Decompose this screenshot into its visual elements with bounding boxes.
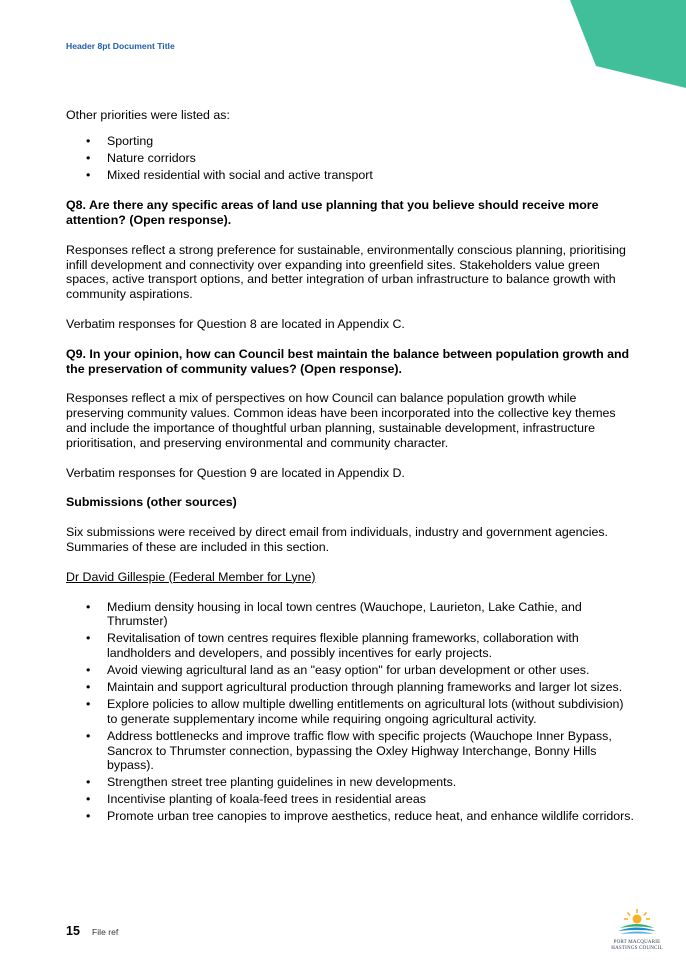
list-item: • Explore policies to allow multiple dwelling entitlements on agricultural lots (without subdivision) to generate supplementary income while requiring ongoing agricultural activity. [86, 697, 624, 726]
bullet-icon: • [86, 728, 91, 743]
document-body [66, 108, 636, 826]
bullet-icon: • [86, 792, 91, 807]
bullet-icon: • [86, 697, 91, 712]
intro-text: Other priorities were listed as: [66, 108, 230, 122]
list-item: • Incentivise planting of koala-feed trees in residential areas [86, 792, 426, 807]
priorities-list [66, 134, 636, 183]
q9-verbatim: Verbatim responses for Question 9 are located in Appendix D. [66, 465, 405, 480]
submissions-text: Six submissions were received by direct email from individuals, industry and government agencies. Summaries of these are included in this section. [66, 525, 608, 554]
bullet-icon: • [86, 663, 91, 678]
submissions-heading: Submissions (other sources) [66, 495, 237, 510]
header-accent-shape [566, 0, 686, 92]
list-item: • Medium density housing in local town centres (Wauchope, Laurieton, Lake Cathie, and Thrumster) [86, 599, 582, 629]
file-ref: File ref [92, 927, 119, 937]
bullet-icon: • [86, 631, 91, 646]
bullet-icon: • [86, 680, 91, 695]
page-number: 15 [66, 924, 80, 938]
submission-author-heading: Dr David Gillespie (Federal Member for Lyne) [66, 569, 316, 584]
list-item: • Revitalisation of town centres requires flexible planning frameworks, collaboration with landholders and developers, and possibly incentives for early projects. [86, 631, 579, 661]
bullet-icon: • [86, 151, 91, 166]
bullet-icon: • [86, 809, 91, 824]
q8-question: Q8. Are there any specific areas of land use planning that you believe should receive more attention? (Open response). [66, 198, 599, 227]
list-item: • Sporting [86, 133, 154, 148]
q9-response: Responses reflect a mix of perspectives on how Council can balance population growth while preserving community values. Common ideas have been incorporated into the collective key themes and include the importance of thoughtful urban planning, sustainable development, infrastructure prioritisation, and preserving environmental and community character. [66, 391, 616, 450]
q8-response: Responses reflect a strong preference for sustainable, environmentally conscious planning, prioritising infill development and connectivity over expanding into greenfield sites. Stakeholders value green spaces, active transport options, and better integration of urban infrastructure to balance growth with community aspirations. [66, 242, 626, 302]
council-logo-text: PORT MACQUARIE HASTINGS COUNCIL [611, 940, 663, 951]
bullet-icon: • [86, 599, 91, 614]
bullet-icon: • [86, 133, 91, 148]
list-item: • Address bottlenecks and improve traffic flow with specific projects (Wauchope Inner Bypass, Sancrox to Thrumster connection, bypassing the Oxley Highway Interchange, Bonny Hills bypass). [86, 728, 612, 773]
header-document-title: Header 8pt Document Title [66, 41, 175, 51]
list-item: • Strengthen street tree planting guidelines in new developments. [86, 775, 457, 790]
list-item: • Mixed residential with social and active transport [86, 168, 373, 183]
q8-verbatim: Verbatim responses for Question 8 are located in Appendix C. [66, 316, 405, 331]
list-item: • Nature corridors [86, 151, 196, 166]
bullet-icon: • [86, 168, 91, 183]
list-item: • Promote urban tree canopies to improve aesthetics, reduce heat, and enhance wildlife corridors. [86, 809, 634, 824]
list-item: • Maintain and support agricultural production through planning frameworks and larger lot sizes. [86, 680, 623, 695]
submission-points-list [66, 600, 636, 825]
list-item: • Avoid viewing agricultural land as an "easy option" for urban development or other uses. [86, 663, 590, 678]
q9-question: Q9. In your opinion, how can Council best maintain the balance between population growth and the preservation of community values? (Open response). [66, 346, 630, 376]
bullet-icon: • [86, 775, 91, 790]
